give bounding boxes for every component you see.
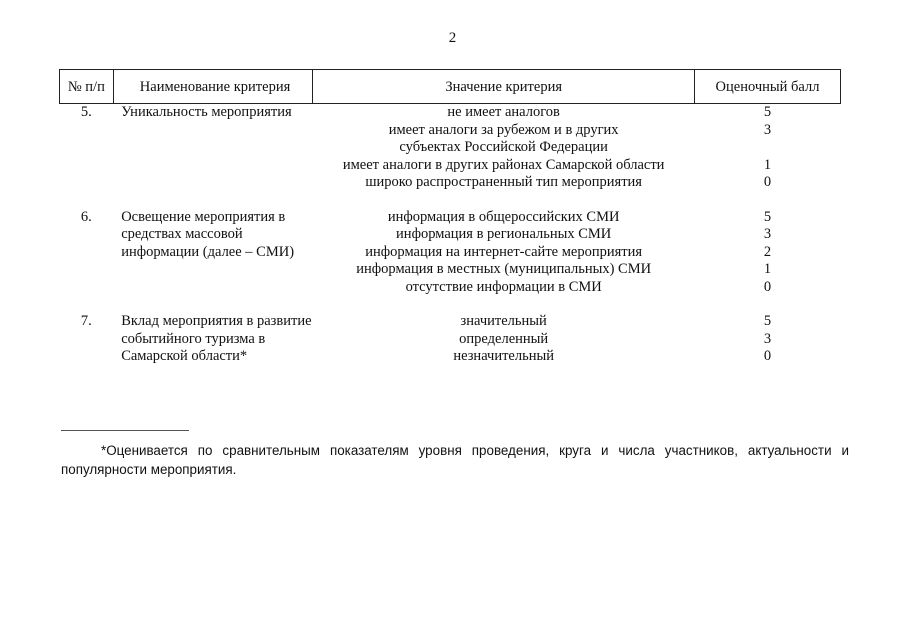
table-row (60, 313, 841, 366)
score-value: 1 (763, 261, 772, 277)
row-number: 5. (80, 104, 92, 120)
criterion-values (313, 209, 695, 297)
score-value: 0 (763, 278, 772, 295)
footnote-divider (61, 430, 189, 431)
criterion-value: информация в общероссийских СМИ (387, 208, 620, 225)
criterion-name: Освещение мероприятия в средствах массовой информации (далее – СМИ) (121, 208, 295, 260)
row-number: 6. (80, 208, 92, 225)
page-number: 2 (448, 30, 457, 46)
header-number: № п/п (60, 70, 114, 104)
criterion-value: информация в региональных СМИ (396, 226, 612, 242)
header-score: Оценочный балл (694, 70, 840, 104)
score-value: 0 (763, 348, 772, 364)
criterion-value: отсутствие информации в СМИ (405, 278, 602, 295)
criterion-value: имеет аналоги в других районах Самарской области (342, 156, 665, 173)
table-row (60, 209, 841, 297)
footnote: *Оценивается по сравнительным показателям уровня проведения, круга и числа участников, актуальности и популярности мероприятия. (61, 443, 849, 477)
score-value: 3 (763, 121, 772, 138)
row-number: 7. (80, 313, 92, 329)
criterion-value: незначительный (453, 348, 554, 364)
score-value: 1 (763, 156, 772, 173)
criterion-value: широко распространенный тип мероприятия (365, 174, 642, 190)
criterion-value: информация на интернет-сайте мероприятия (365, 243, 643, 260)
score-value: 5 (763, 208, 772, 225)
criterion-scores (694, 209, 840, 297)
criterion-values (313, 104, 695, 192)
criteria-table (59, 69, 841, 366)
table-header-row (60, 70, 841, 104)
criterion-value: значительный (460, 313, 547, 329)
criterion-name: Вклад мероприятия в развитие событийного туризма в Самарской области* (121, 313, 312, 364)
score-value: 2 (763, 243, 772, 260)
header-criterion-value: Значение критерия (313, 70, 695, 104)
header-criterion-name: Наименование критерия (113, 70, 313, 104)
score-value: 3 (763, 226, 772, 242)
criterion-value: определенный (459, 330, 549, 347)
criterion-value: информация в местных (муниципальных) СМИ (356, 261, 652, 277)
table-row (60, 104, 841, 192)
criterion-scores (694, 313, 840, 366)
score-value: 3 (763, 330, 772, 347)
criterion-value: не имеет аналогов (447, 104, 560, 120)
criterion-value: имеет аналоги за рубежом и в других субъектах Российской Федерации (388, 121, 619, 155)
score-value: 5 (763, 104, 772, 120)
criterion-scores (694, 104, 840, 192)
score-value: 0 (763, 174, 772, 190)
criterion-name: Уникальность мероприятия (121, 104, 292, 120)
score-value: 5 (763, 313, 772, 329)
criterion-values (313, 313, 695, 366)
